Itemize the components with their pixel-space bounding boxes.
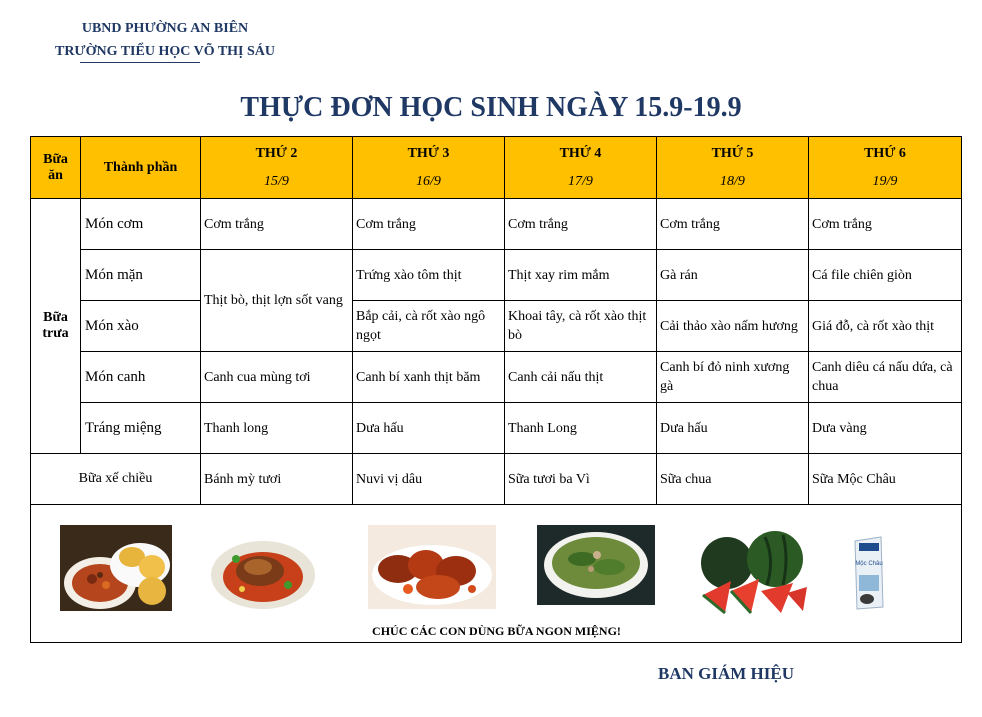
menu-cell: Canh diêu cá nấu dứa, cà chua [809,352,962,403]
menu-cell: Bắp cải, cà rốt xào ngô ngọt [353,301,505,352]
menu-cell: Canh cải nấu thịt [505,352,657,403]
menu-cell: Canh bí đỏ ninh xương gà [657,352,809,403]
school-name-underline [80,62,200,63]
menu-cell: Thịt xay rim mắm [505,250,657,301]
signature-label: BAN GIÁM HIỆU [658,664,795,683]
menu-cell: Cơm trắng [505,199,657,250]
fried-chicken-photo [368,525,496,609]
soup-bread-photo [60,525,172,611]
day-header-thu [657,137,809,199]
day-date: 19/9 [872,173,898,189]
row-snack [31,454,962,505]
component-label: Món xào [81,301,201,352]
row-main [31,250,962,301]
day-name: THỨ 6 [864,145,906,161]
menu-cell: Dưa vàng [809,403,962,454]
menu-table [30,136,962,643]
menu-cell: Khoai tây, cà rốt xào thịt bò [505,301,657,352]
lunch-label: Bữa trưa [31,199,81,454]
menu-cell: Bánh mỳ tươi [201,454,353,505]
milk-carton-label: Mộc Châu [855,561,883,567]
row-rice [31,199,962,250]
day-header-fri [809,137,962,199]
school-name: TRƯỜNG TIỂU HỌC VÕ THỊ SÁU [54,44,276,59]
header-row [31,137,962,199]
menu-cell: Canh cua mùng tơi [201,352,353,403]
menu-cell: Gà rán [657,250,809,301]
component-label: Món mặn [81,250,201,301]
day-name: THỨ 4 [559,145,602,161]
watermelon-photo [695,529,810,615]
menu-cell: Sữa Mộc Châu [809,454,962,505]
snack-label: Bữa xế chiều [31,454,201,505]
footer-note: CHÚC CÁC CON DÙNG BỮA NGON MIỆNG! [372,624,621,638]
component-label: Món cơm [81,199,201,250]
soup-bowl-photo [537,525,655,605]
component-label: Tráng miệng [81,403,201,454]
menu-cell: Canh bí xanh thịt băm [353,352,505,403]
menu-cell: Dưa hấu [353,403,505,454]
row-soup [31,352,962,403]
menu-cell: Cơm trắng [657,199,809,250]
row-stirfry [31,301,962,352]
org-name: UBND PHƯỜNG AN BIÊN [81,21,249,36]
menu-cell: Cơm trắng [353,199,505,250]
day-header-tue [353,137,505,199]
menu-cell: Thanh Long [505,403,657,454]
day-name: THỨ 2 [255,145,298,161]
photo-strip [31,505,962,643]
day-date: 15/9 [264,173,289,189]
day-header-mon [201,137,353,199]
menu-cell: Giá đỗ, cà rốt xào thịt [809,301,962,352]
menu-cell: Dưa hấu [657,403,809,454]
day-name: THỨ 5 [711,145,754,161]
menu-cell: Trứng xào tôm thịt [353,250,505,301]
col-component-header: Thành phần [81,137,201,199]
menu-cell: Cải thảo xào nấm hương [657,301,809,352]
menu-cell: Sữa chua [657,454,809,505]
day-name: THỨ 3 [407,145,450,161]
menu-cell: Cơm trắng [809,199,962,250]
day-header-wed [505,137,657,199]
braised-fish-photo [208,525,318,613]
menu-cell: Thanh long [201,403,353,454]
menu-cell: Cơm trắng [201,199,353,250]
menu-cell: Nuvi vị dâu [353,454,505,505]
component-label: Món canh [81,352,201,403]
col-meal-header: Bữa ăn [31,137,81,199]
photo-row [31,505,962,643]
menu-cell: Cá file chiên giòn [809,250,962,301]
menu-cell: Sữa tươi ba Vì [505,454,657,505]
milk-carton-photo [851,533,887,611]
day-date: 16/9 [416,173,441,189]
day-date: 18/9 [720,173,745,189]
day-date: 17/9 [568,173,593,189]
row-dessert [31,403,962,454]
page-title: THỰC ĐƠN HỌC SINH NGÀY 15.9-19.9 [240,92,742,123]
menu-cell-merged: Thịt bò, thịt lợn sốt vang [201,250,353,352]
